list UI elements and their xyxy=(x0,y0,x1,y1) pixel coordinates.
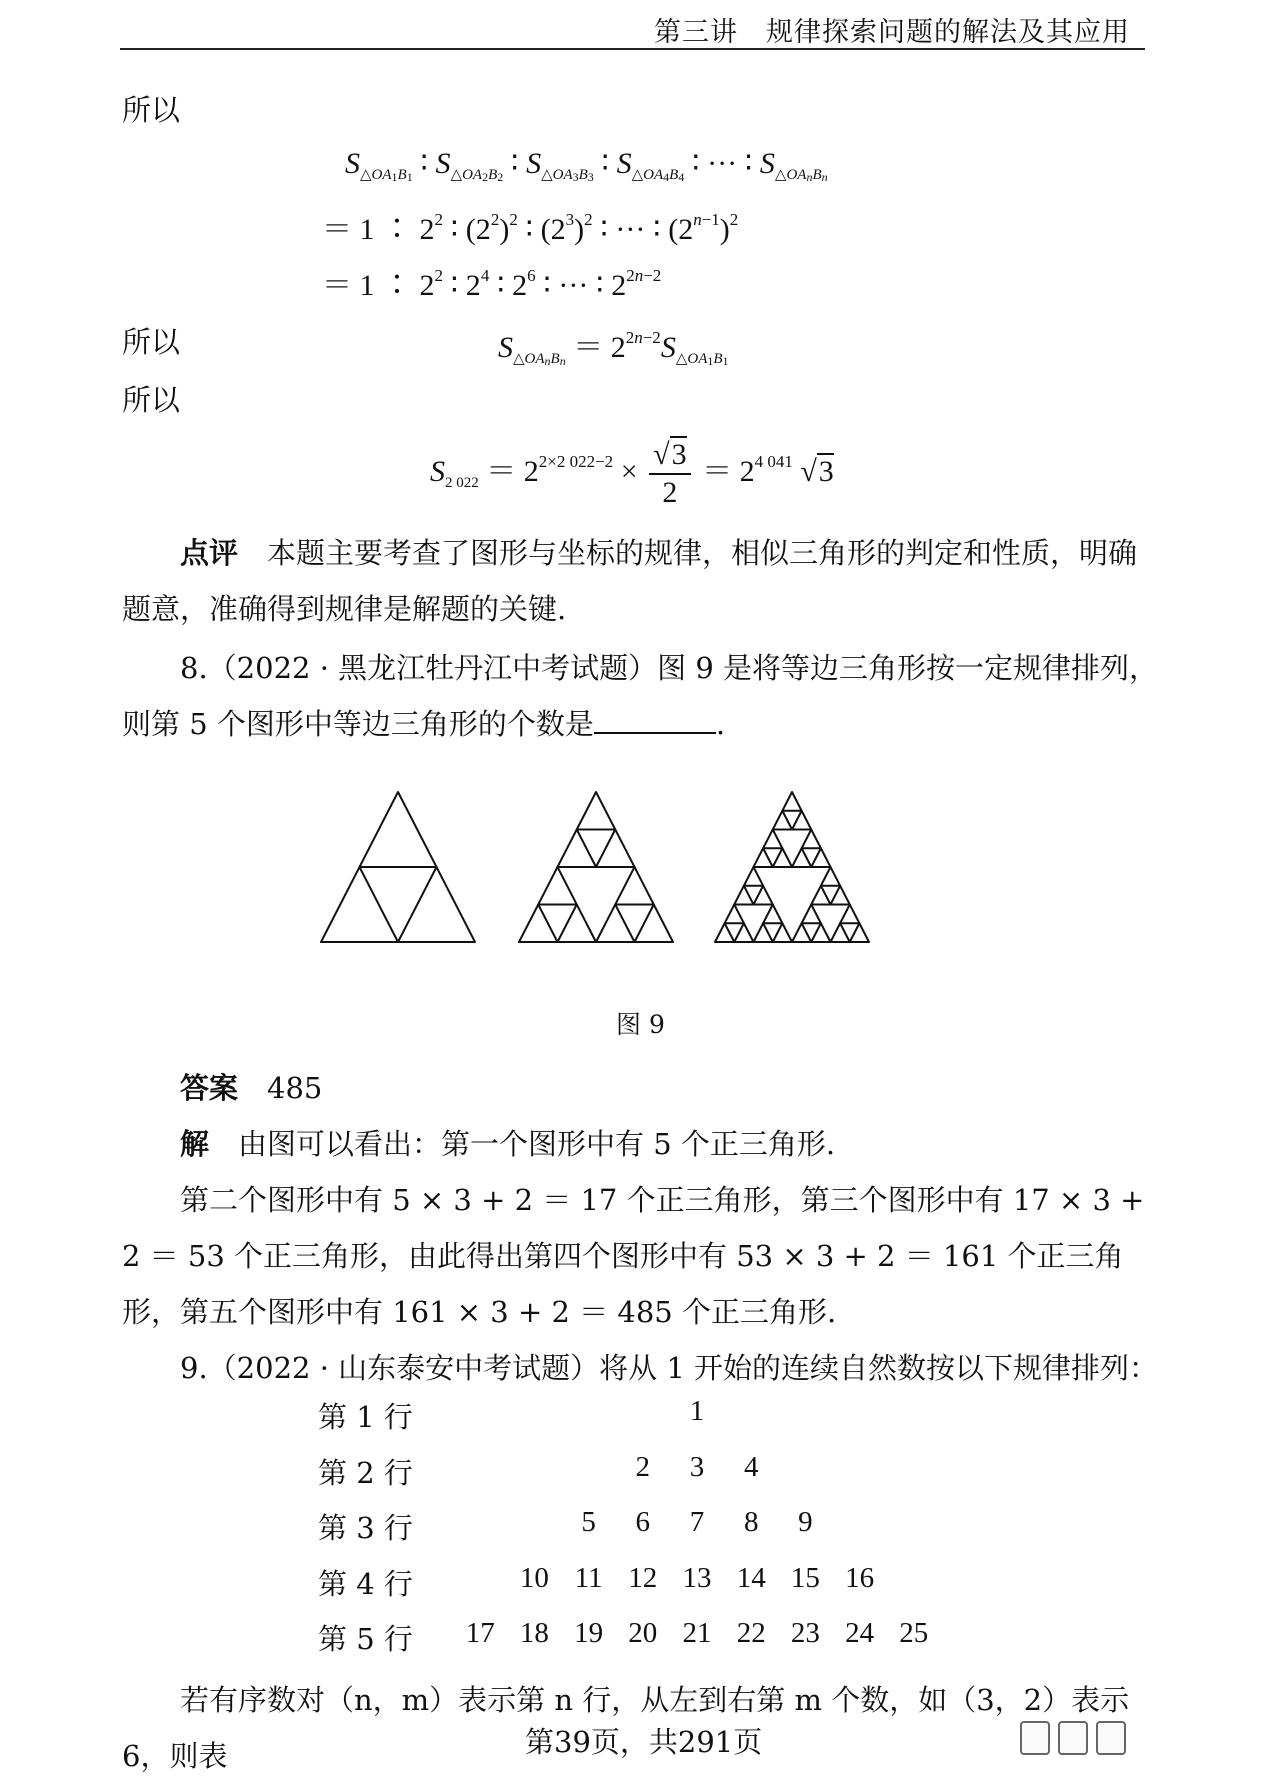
question-9-last-line: 若有序数对（n，m）表示第 n 行，从左到右第 m 个数，如（3，2）表示 6，则表 xyxy=(122,1683,1130,1773)
solution-line-1 xyxy=(122,1116,1162,1172)
triangle-outline xyxy=(802,923,821,942)
comment-text: 本题主要考查了图形与坐标的规律，相似三角形的判定和性质，明确题意，准确得到规律是解题的关键. xyxy=(122,536,1138,626)
row-number: 11 xyxy=(574,1561,603,1594)
row-number: 8 xyxy=(743,1506,759,1538)
row-number: 23 xyxy=(790,1617,820,1649)
row-number: 15 xyxy=(790,1561,820,1594)
triangle-outline xyxy=(744,886,763,905)
answer-line xyxy=(122,1060,1162,1116)
row-label: 第 5 行 xyxy=(318,1622,413,1656)
row-number: 17 xyxy=(465,1617,495,1649)
equation-area-n: $S_{\triangle OAnBn} = 2^{2n-2}S_{\triangle OA1B1}$ xyxy=(498,328,729,368)
label-suoyi-2: 所以 xyxy=(122,325,181,359)
triangle-outline xyxy=(763,848,782,867)
next-page-button[interactable] xyxy=(1058,1721,1088,1755)
triangle-outline xyxy=(782,811,801,830)
label-suoyi-1: 所以 xyxy=(122,93,181,127)
comment-label: 点评 xyxy=(180,536,239,570)
row-label: 第 4 行 xyxy=(318,1566,413,1601)
row-number: 14 xyxy=(736,1561,766,1594)
row-number: 12 xyxy=(628,1561,658,1594)
triangle-outline xyxy=(821,886,840,905)
row-number: 9 xyxy=(798,1506,813,1538)
row-number: 2 xyxy=(635,1450,651,1483)
comment-paragraph xyxy=(122,525,1162,637)
row-number: 16 xyxy=(845,1561,875,1594)
solution-paragraph-2: 第二个图形中有 5 × 3 + 2 ＝ 17 个正三角形，第三个图形中有 17 × 3 + 2 ＝ 53 个正三角形，由此得出第四个图形中有 53 × 3 + 2 ＝ 161 个正三角形，第五个图形中有 161 × 3 + 2 ＝ 485 个正三角形. xyxy=(122,1183,1145,1329)
row-number: 4 xyxy=(743,1450,759,1483)
triangle-outline xyxy=(615,905,654,943)
question-8-text: 8.（2022 · 黑龙江牡丹江中考试题）图 9 是将等边三角形按一定规律排列，则第 5 个图形中等边三角形的个数是 xyxy=(122,651,1159,741)
solution-text-1: 由图可以看出：第一个图形中有 5 个正三角形. xyxy=(238,1127,836,1161)
equation-simplified-ratio: ＝ 1 ∶ $2^2$ ∶ $2^4$ ∶ $2^6$ ∶ ··· ∶ $2^{2n-2}$ xyxy=(322,266,662,302)
triangle-outline xyxy=(360,867,437,942)
equation-power-ratio: ＝ 1 ∶ $2^2$ ∶ $(2^2)^2$ ∶ $(2^3)^2$ ∶ ··· ∶ $(2^{n-1})^2$ xyxy=(322,210,739,246)
row-label: 第 1 行 xyxy=(318,1400,413,1434)
zoom-button[interactable] xyxy=(1096,1721,1126,1755)
row-number: 18 xyxy=(519,1617,549,1649)
triangle-outline xyxy=(538,905,577,943)
row-number: 3 xyxy=(689,1450,705,1483)
header-divider xyxy=(120,48,1145,50)
row-number: 7 xyxy=(689,1506,705,1538)
row-number: 25 xyxy=(899,1617,929,1649)
row-number: 20 xyxy=(628,1617,658,1649)
page-indicator: 第39页，共291页 xyxy=(525,1725,763,1759)
row-number: 24 xyxy=(845,1617,875,1649)
row-number: 1 xyxy=(689,1395,705,1427)
row-label: 第 2 行 xyxy=(318,1455,413,1490)
answer-value: 485 xyxy=(267,1071,323,1105)
row-label: 第 3 行 xyxy=(318,1511,413,1545)
triangle-outline xyxy=(763,923,782,942)
answer-blank xyxy=(594,708,716,734)
page-header: 第三讲 规律探索问题的解法及其应用 xyxy=(654,17,1130,48)
triangle-outline xyxy=(725,923,744,942)
solution-label: 解 xyxy=(180,1127,210,1161)
figure-9-triangles xyxy=(315,790,955,975)
figure-caption: 图 9 xyxy=(616,1010,665,1039)
label-suoyi-3: 所以 xyxy=(122,383,181,417)
triangle-outline xyxy=(840,923,859,942)
triangle-outline xyxy=(802,848,821,867)
prev-page-button[interactable] xyxy=(1020,1721,1050,1755)
question-9: 9.（2022 · 山东泰安中考试题）将从 1 开始的连续自然数按以下规律排列： xyxy=(180,1351,1159,1385)
row-number: 21 xyxy=(682,1617,712,1649)
question-8 xyxy=(122,640,1162,752)
row-number: 5 xyxy=(581,1506,596,1538)
question-8-period: . xyxy=(715,707,726,741)
triangle-outline xyxy=(577,830,616,868)
equation-area-ratio: $S_{\triangle OA1B1}$ ∶ $S_{\triangle OA2B2}$ ∶ $S_{\triangle OA3B3}$ ∶ $S_{\triangle OA4B4}$ ∶ ··· ∶ $S_{\triangle OAnBn}$ xyxy=(345,147,828,184)
row-number: 22 xyxy=(736,1617,766,1649)
row-number: 13 xyxy=(682,1561,712,1594)
answer-label: 答案 xyxy=(180,1071,239,1105)
row-number: 19 xyxy=(574,1617,604,1649)
equation-s2022: $S_{2 022} = 2^{2\times 2 022-2}$ × $\frac{√3}{2}$ ＝ $2^{4 041}$ √3 xyxy=(430,438,834,509)
row-number: 6 xyxy=(635,1506,651,1538)
row-number: 10 xyxy=(519,1561,549,1594)
